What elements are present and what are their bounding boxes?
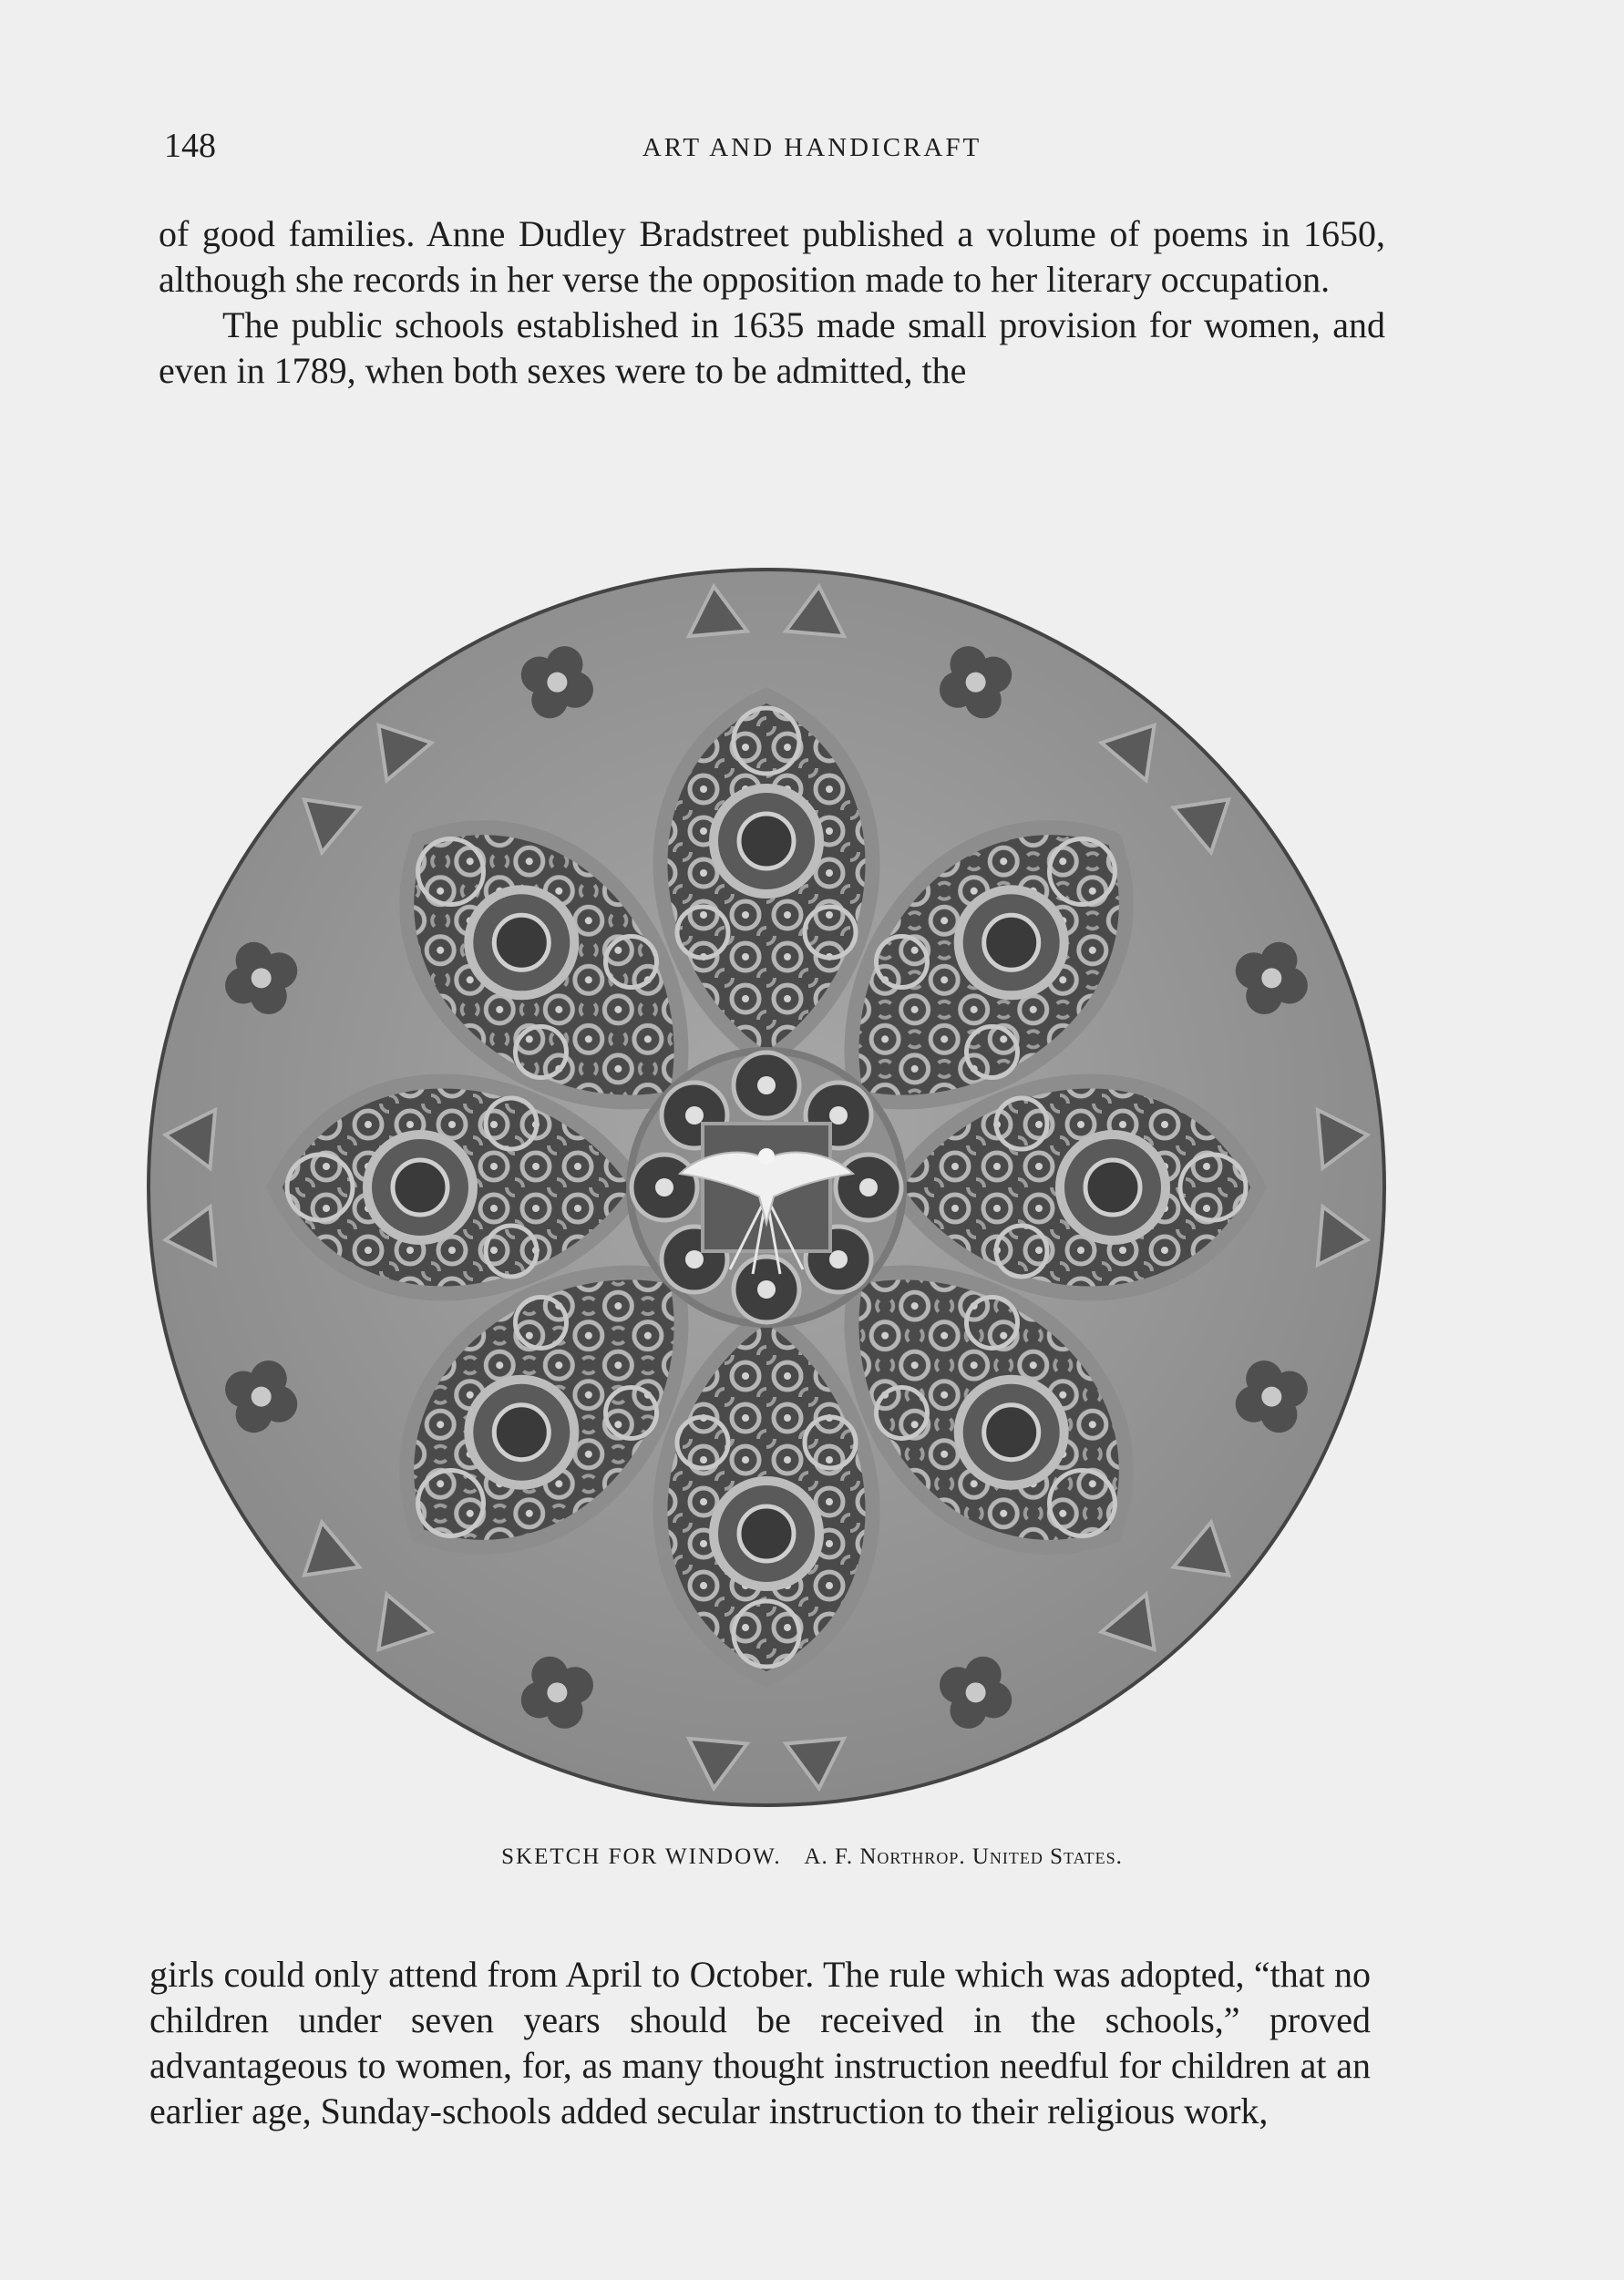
running-head: ART AND HANDICRAFT <box>642 133 982 162</box>
page-number: 148 <box>164 127 216 165</box>
rose-window-illustration <box>146 558 1387 1817</box>
paragraph: The public schools established in 1635 made small provision for women, and even in 1789, when both sexes were to be admitted, the <box>159 304 1385 391</box>
rose-window-svg <box>146 558 1387 1817</box>
caption-title: SKETCH FOR WINDOW. <box>501 1844 782 1869</box>
body-text-top <box>159 211 1385 394</box>
figure-caption <box>0 1844 1624 1870</box>
caption-credit: A. F. Northrop. United States. <box>804 1844 1123 1869</box>
paragraph: girls could only attend from April to October. The rule which was adopted, “that no children under seven years should be received in the schools,” proved advantageous to women, for, as many thought instruction needful for children at an earlier age, Sunday-schools added secular instruction to their religious work, <box>149 1954 1371 2131</box>
paragraph: of good families. Anne Dudley Bradstreet published a volume of poems in 1650, although she records in her verse the opposition made to her literary occupation. <box>159 213 1385 300</box>
central-rose-with-dove <box>630 1051 903 1324</box>
body-text-bottom <box>149 1952 1371 2134</box>
